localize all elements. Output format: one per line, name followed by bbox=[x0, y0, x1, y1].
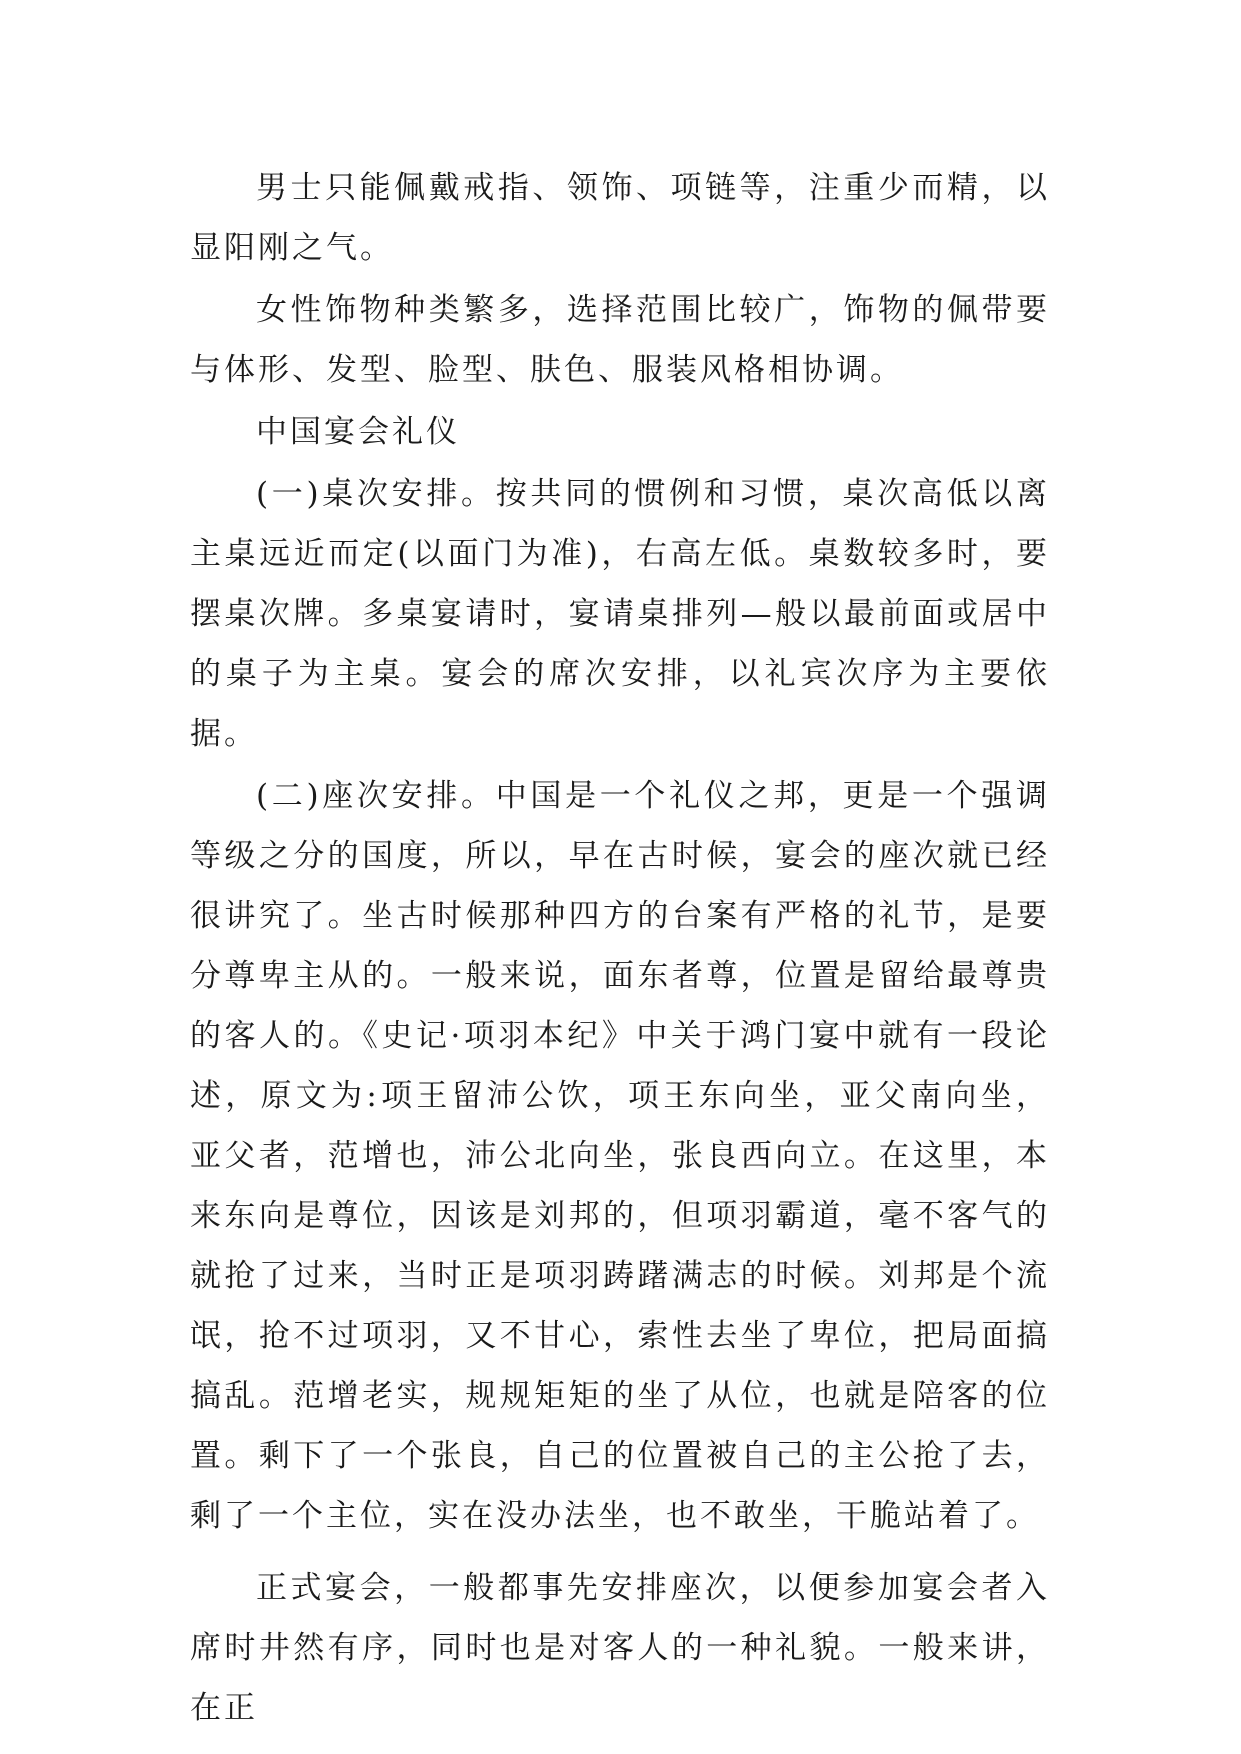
paragraph-womens-accessories: 女性饰物种类繁多，选择范围比较广，饰物的佩带要与体形、发型、脸型、肤色、服装风格相协调。 bbox=[190, 292, 1050, 388]
paragraph-seat-arrangement: (二)座次安排。中国是一个礼仪之邦，更是一个强调等级之分的国度，所以，早在古时候，宴会的座次就已经很讲究了。坐古时候那种四方的台案有严格的礼节，是要分尊卑主从的。一般来说，面东者尊，位置是留给最尊贵的客人的。《史记·项羽本纪》中关于鸿门宴中就有一段论述，原文为:项王留沛公饮，项王东向坐，亚父南向坐，亚父者，范增也，沛公北向坐，张良西向立。在这里，本来东向是尊位，因该是刘邦的，但项羽霸道，毫不客气的就抢了过来，当时正是项羽踌躇满志的时候。刘邦是个流氓，抢不过项羽，又不甘心，索性去坐了卑位，把局面搞搞乱。范增老实，规规矩矩的坐了从位，也就是陪客的位置。剩下了一个张良，自己的位置被自己的主公抢了去，剩了一个主位，实在没办法坐，也不敢坐，干脆站着了。 bbox=[190, 778, 1050, 1534]
paragraph-formal-banquet: 正式宴会，一般都事先安排座次，以便参加宴会者入席时井然有序，同时也是对客人的一种礼貌。一般来讲，在正 bbox=[190, 1570, 1050, 1726]
paragraph-mens-accessories: 男士只能佩戴戒指、领饰、项链等，注重少而精，以显阳刚之气。 bbox=[190, 170, 1050, 266]
document-body bbox=[190, 158, 1050, 1738]
section-heading-banquet-etiquette: 中国宴会礼仪 bbox=[256, 414, 460, 450]
paragraph-table-arrangement: (一)桌次安排。按共同的惯例和习惯，桌次高低以离主桌远近而定(以面门为准)，右高左低。桌数较多时，要摆桌次牌。多桌宴请时，宴请桌排列—般以最前面或居中的桌子为主桌。宴会的席次安排，以礼宾次序为主要依据。 bbox=[190, 476, 1050, 752]
